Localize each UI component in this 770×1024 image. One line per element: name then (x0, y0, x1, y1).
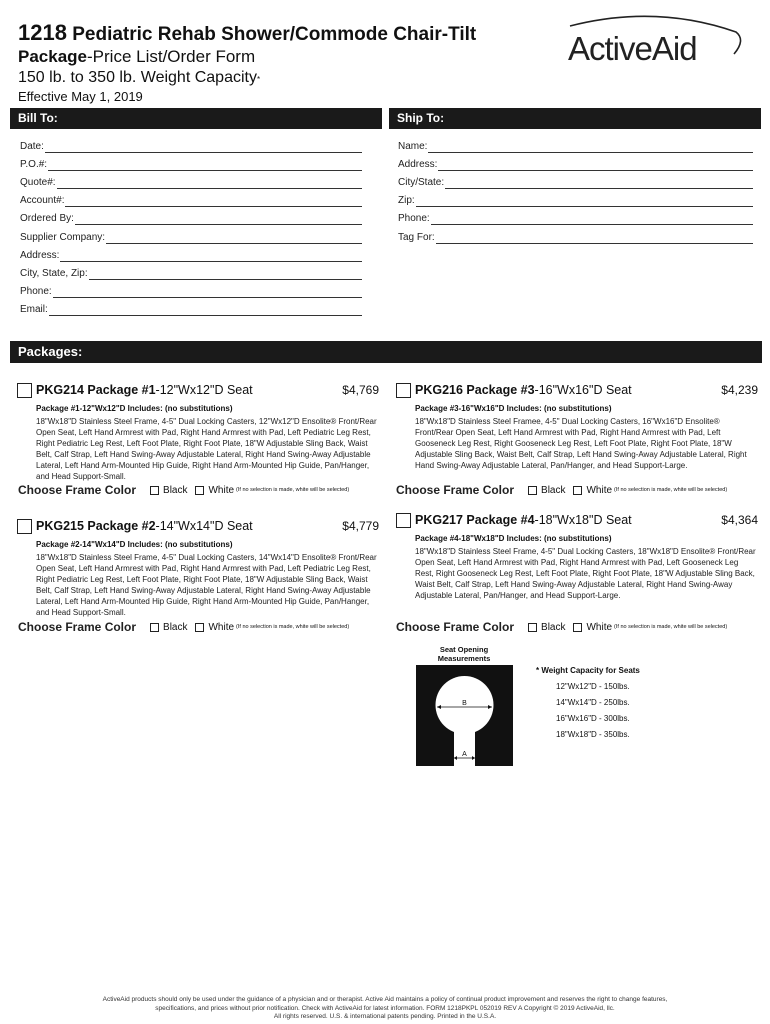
bill-phone-field[interactable]: Phone: (20, 286, 362, 298)
package-3-checkbox[interactable] (396, 383, 411, 398)
package-2 (17, 518, 379, 618)
package-2-includes: Package #2-14"Wx14"D Includes: (no substitutions) (36, 540, 233, 549)
package-3 (396, 382, 758, 471)
package-4-frame-color: Choose Frame Color Black White (If no selection is made, white will be selected) (396, 620, 728, 634)
white-checkbox[interactable] (195, 623, 204, 632)
black-checkbox[interactable] (528, 623, 537, 632)
weight-capacity-list (536, 663, 640, 743)
package-3-price: $4,239 (721, 383, 758, 397)
white-checkbox[interactable] (195, 486, 204, 495)
package-4-black-option[interactable]: Black (528, 622, 565, 633)
package-4-price: $4,364 (721, 513, 758, 527)
package-4 (396, 512, 758, 601)
seat-opening-diagram (416, 665, 513, 766)
effective-date: Effective May 1, 2019 (18, 89, 143, 104)
package-3-white-option[interactable]: White (If no selection is made, white will be selected) (573, 485, 727, 496)
package-4-includes: Package #4-18"Wx18"D Includes: (no substitutions) (415, 534, 612, 543)
list-item: 12"Wx12"D - 150lbs. (556, 682, 630, 691)
black-checkbox[interactable] (528, 486, 537, 495)
package-3-includes: Package #3-16"Wx16"D Includes: (no substitutions) (415, 404, 612, 413)
bill-account-field[interactable]: Account#: (20, 195, 362, 207)
package-4-white-option[interactable]: White (If no selection is made, white will be selected) (573, 622, 727, 633)
black-checkbox[interactable] (150, 486, 159, 495)
bill-po-field[interactable]: P.O.#: (20, 159, 362, 171)
package-3-description: 18"Wx18"D Stainless Steel Framee, 4-5" Dual Locking Casters, 16"Wx16"D Ensolite® Front/Rear Open Seat, Left Hand Armrest with Pad, Right Hand Armrest with Pad, Left Gooseneck Leg Rest, Right Gooseneck Leg Rest, Left Foot Plate, Right Foot Plate, 18"W Adjustable Sling Back, Waist Belt, Calf Strap, Left Hand Swing-Away Adjustable Lateral, Right Hand Swing-Away Adjustable Lateral, Pan/Hanger, and Head Support-Large. (415, 417, 747, 470)
package-4-title: PKG217 Package #4-18"Wx18"D Seat (415, 513, 632, 527)
package-1 (17, 382, 379, 482)
package-1-includes: Package #1-12"Wx12"D Includes: (no substitutions) (36, 404, 233, 413)
dimension-a-label: A (462, 751, 467, 758)
package-2-price: $4,779 (342, 519, 379, 533)
package-1-checkbox[interactable] (17, 383, 32, 398)
package-2-frame-color: Choose Frame Color Black White (If no selection is made, white will be selected) (18, 620, 350, 634)
package-1-white-option[interactable]: White (If no selection is made, white will be selected) (195, 485, 349, 496)
white-checkbox[interactable] (573, 486, 582, 495)
ship-tag-for-field[interactable]: Tag For: (398, 232, 753, 244)
package-2-checkbox[interactable] (17, 519, 32, 534)
package-3-frame-color: Choose Frame Color Black White (If no selection is made, white will be selected) (396, 483, 728, 497)
ship-zip-field[interactable]: Zip: (398, 195, 753, 207)
bill-address-field[interactable]: Address: (20, 250, 362, 262)
package-1-frame-color: Choose Frame Color Black White (If no selection is made, white will be selected) (18, 483, 350, 497)
list-item: 18"Wx18"D - 350lbs. (556, 730, 630, 739)
package-4-checkbox[interactable] (396, 513, 411, 528)
logo-text: ActiveAid (568, 30, 697, 67)
package-3-title: PKG216 Package #3-16"Wx16"D Seat (415, 383, 632, 397)
ship-name-field[interactable]: Name: (398, 141, 753, 153)
packages-heading: Packages: (10, 341, 762, 363)
dimension-b-label: B (462, 700, 467, 707)
ship-address-field[interactable]: Address: (398, 159, 753, 171)
ship-phone-field[interactable]: Phone: (398, 213, 753, 225)
footer-disclaimer: ActiveAid products should only be used under the guidance of a physician and or therapist. Active Aid maintains a policy of continual product improvement and reserves the right to change features, specifications, and prices without prior notification. Check with ActiveAid for latest information. FORM 1218PKPL 052019 REV A Copyright © 2019 ActiveAid, llc. All rights reserved. U.S. & international patents pending. Printed in the U.S.A. (102, 996, 668, 1020)
package-2-title: PKG215 Package #2-14"Wx14"D Seat (36, 519, 253, 533)
bill-email-field[interactable]: Email: (20, 304, 362, 316)
package-2-description: 18"Wx18"D Stainless Steel Frame, 4-5" Dual Locking Casters, 14"Wx14"D Ensolite® Front/Rear Open Seat, Left Hand Armrest with Pad, Right Hand Armrest with Pad, Left Pediatric Leg Rest, Right Pediatric Leg Rest, Left Foot Plate, Right Foot Plate, 18"W Adjustable Sling Back, Waist Belt, Calf Strap, Left Hand Swing-Away Adjustable Lateral, Right Hand Swing-Away Adjustable Lateral, Left Hand Arm-Mounted Hip Guide, Right Hand Arm-Mounted Hip Guide, Pan/Hanger, and Head Support-Small. (36, 553, 377, 617)
package-2-white-option[interactable]: White (If no selection is made, white will be selected) (195, 622, 349, 633)
activeaid-logo (566, 10, 746, 70)
package-2-black-option[interactable]: Black (150, 622, 187, 633)
bill-city-state-zip-field[interactable]: City, State, Zip: (20, 268, 362, 280)
black-checkbox[interactable] (150, 623, 159, 632)
bill-ordered-by-field[interactable]: Ordered By: (20, 213, 362, 225)
ship-city-state-field[interactable]: City/State: (398, 177, 753, 189)
form-header (18, 22, 558, 106)
package-1-title: PKG214 Package #1-12"Wx12"D Seat (36, 383, 253, 397)
package-3-black-option[interactable]: Black (528, 485, 565, 496)
package-4-description: 18"Wx18"D Stainless Steel Frame, 4-5" Dual Locking Casters, 18"Wx18"D Ensolite® Front/Rear Open Seat, Left Hand Armrest with Pad, Right Hand Armrest with Pad, Left Gooseneck Leg Rest, Right Gooseneck Leg Rest, Left Foot Plate, Right Foot Plate, 18"W Adjustable Sling Back, Waist Belt, Calf Strap, Left Hand Swing-Away Adjustable Lateral, Right Hand Swing-Away Adjustable Lateral, Pan/Hanger, and Head Support-Large. (415, 547, 756, 600)
ship-to-heading: Ship To: (389, 108, 761, 129)
bill-supplier-company-field[interactable]: Supplier Company: (20, 232, 362, 244)
list-item: 16"Wx16"D - 300lbs. (556, 714, 630, 723)
package-1-description: 18"Wx18"D Stainless Steel Frame, 4-5" Dual Locking Casters, 12"Wx12"D Ensolite® Front/Rear Open Seat, Left Hand Armrest with Pad, Right Hand Armrest with Pad, Left Pediatric Leg Rest, Right Pediatric Leg Rest, Left Foot Plate, Right Foot Plate, 18"W Adjustable Sling Back, Waist Belt, Calf Strap, Left Hand Swing-Away Adjustable Lateral, Right Hand Swing-Away Adjustable Lateral, Left Hand Arm-Mounted Hip Guide, Right Hand Arm-Mounted Hip Guide, Pan/Hanger, and Head Support-Small. (36, 417, 377, 481)
package-1-price: $4,769 (342, 383, 379, 397)
weight-capacity-heading: * Weight Capacity for Seats (536, 666, 640, 675)
bill-date-field[interactable]: Date: (20, 141, 362, 153)
weight-capacity-line: 150 lb. to 350 lb. Weight Capacity* (18, 69, 261, 86)
form-title: 1218 Pediatric Rehab Shower/Commode Chair-Tilt (18, 20, 477, 45)
list-item: 14"Wx14"D - 250lbs. (556, 698, 630, 707)
form-subtitle: Package-Price List/Order Form (18, 47, 256, 66)
bill-to-heading: Bill To: (10, 108, 382, 129)
white-checkbox[interactable] (573, 623, 582, 632)
bill-quote-field[interactable]: Quote#: (20, 177, 362, 189)
seat-opening-label: Seat Opening Measurements (437, 645, 491, 663)
package-1-black-option[interactable]: Black (150, 485, 187, 496)
